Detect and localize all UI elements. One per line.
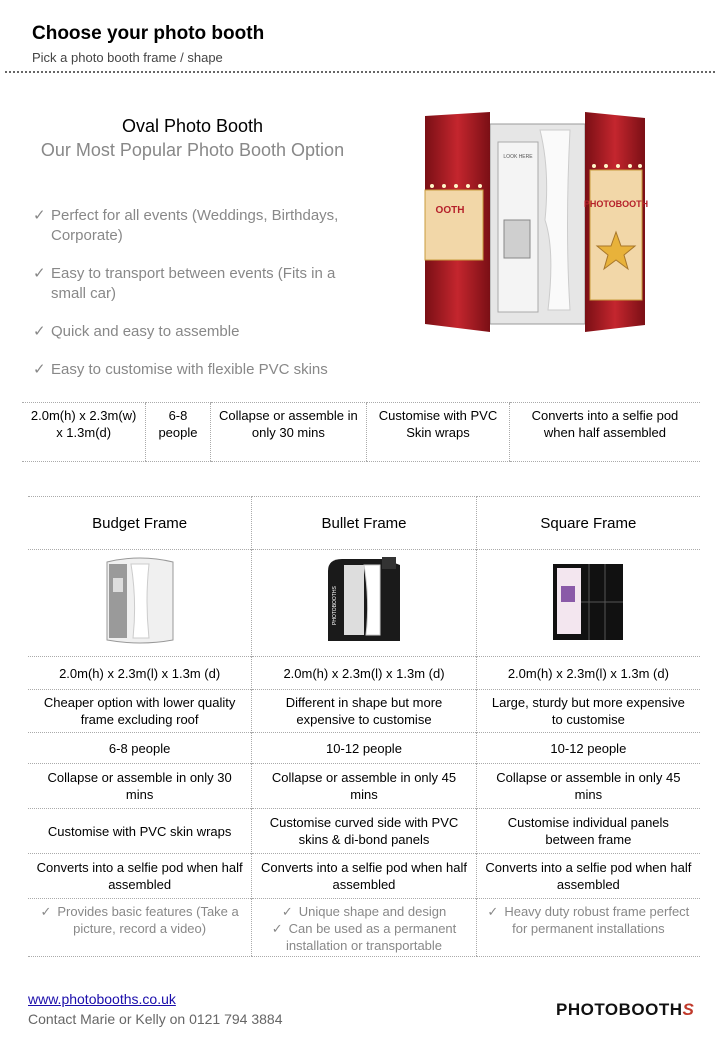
table-row <box>28 690 700 733</box>
cell-assembly: Collapse or assemble in only 45 mins <box>252 764 476 809</box>
cell-customise: Customise curved side with PVC skins & di-bond panels <box>252 809 476 854</box>
square-booth-image <box>549 556 627 646</box>
svg-text:PHOTOBOOTHS: PHOTOBOOTHS <box>331 586 338 625</box>
cell-customise: Customise individual panels between frame <box>476 809 700 854</box>
cell-size: 2.0m(h) x 2.3m(l) x 1.3m (d) <box>252 657 476 690</box>
cell-features <box>28 899 252 957</box>
cell-features <box>476 899 700 957</box>
feature-item: ✓ Perfect for all events (Weddings, Birthdays, Corporate) <box>33 207 339 244</box>
cell-selfie: Converts into a selfie pod when half assembled <box>476 854 700 899</box>
cell-people: 10-12 people <box>252 733 476 764</box>
table-row <box>28 854 700 899</box>
spec-capacity: 6-8 people <box>146 403 210 462</box>
table-row <box>28 764 700 809</box>
cell-description: Large, sturdy but more expensive to customise <box>476 690 700 733</box>
check-icon: ✓ <box>487 904 499 919</box>
page-subtitle: Pick a photo booth frame / shape <box>32 50 223 65</box>
bullet-booth-image <box>324 555 404 647</box>
list-item: ✓ Heavy duty robust frame perfect for permanent installations <box>487 904 690 936</box>
cell-size: 2.0m(h) x 2.3m(l) x 1.3m (d) <box>476 657 700 690</box>
spec-assembly: Collapse or assemble in only 30 mins <box>210 403 366 462</box>
oval-booth-image <box>420 110 650 340</box>
table-row <box>28 899 700 957</box>
spec-selfie: Converts into a selfie pod when half assembled <box>509 403 700 462</box>
table-row <box>28 550 700 657</box>
list-item: ✓ Can be used as a permanent installation or transportable <box>271 921 457 953</box>
check-icon: ✓ <box>33 207 46 224</box>
check-icon: ✓ <box>33 265 46 282</box>
table-row <box>28 733 700 764</box>
cell-assembly: Collapse or assemble in only 30 mins <box>28 764 252 809</box>
cell-size: 2.0m(h) x 2.3m(l) x 1.3m (d) <box>28 657 252 690</box>
page-title: Choose your photo booth <box>32 23 265 44</box>
cell-people: 10-12 people <box>476 733 700 764</box>
cell-description: Cheaper option with lower quality frame excluding roof <box>28 690 252 733</box>
booth-sign: LOOK HERE <box>503 154 533 160</box>
feature-item: ✓ Easy to customise with flexible PVC skins <box>33 361 328 378</box>
table-row <box>28 497 700 550</box>
check-icon: ✓ <box>33 323 46 340</box>
cell-people: 6-8 people <box>28 733 252 764</box>
oval-spec-table <box>22 402 700 462</box>
cell-features <box>252 899 476 957</box>
check-icon: ✓ <box>271 921 283 936</box>
oval-feature-list <box>33 206 353 398</box>
cell-assembly: Collapse or assemble in only 45 mins <box>476 764 700 809</box>
feature-item: ✓ Easy to transport between events (Fits in a small car) <box>33 265 336 302</box>
column-header: Square Frame <box>476 497 700 550</box>
list-item: ✓ Unique shape and design <box>281 904 447 919</box>
table-row <box>28 657 700 690</box>
oval-booth-subtitle: Our Most Popular Photo Booth Option <box>40 140 345 160</box>
check-icon: ✓ <box>33 361 46 378</box>
frame-comparison-table <box>28 496 700 957</box>
spec-size: 2.0m(h) x 2.3m(w) x 1.3m(d) <box>22 403 146 462</box>
cell-selfie: Converts into a selfie pod when half assembled <box>28 854 252 899</box>
column-header: Budget Frame <box>28 497 252 550</box>
list-item: ✓ Provides basic features (Take a picture, record a video) <box>40 904 239 936</box>
website-link[interactable]: www.photobooths.co.uk <box>28 991 176 1007</box>
feature-item: ✓ Quick and easy to assemble <box>33 323 240 340</box>
table-row <box>22 403 700 462</box>
table-row <box>28 809 700 854</box>
cell-description: Different in shape but more expensive to customise <box>252 690 476 733</box>
cell-customise: Customise with PVC skin wraps <box>28 809 252 854</box>
check-icon: ✓ <box>281 904 293 919</box>
cell-selfie: Converts into a selfie pod when half assembled <box>252 854 476 899</box>
spec-customise: Customise with PVC Skin wraps <box>367 403 510 462</box>
oval-booth-title: Oval Photo Booth <box>121 116 264 136</box>
column-header: Bullet Frame <box>252 497 476 550</box>
check-icon: ✓ <box>40 904 52 919</box>
budget-booth-image <box>101 556 179 646</box>
header-divider <box>5 71 715 73</box>
booth-side-text: PHOTOBOOTH <box>583 199 649 209</box>
photobooths-logo: PHOTOBOOTHS <box>556 1000 695 1019</box>
contact-text: Contact Marie or Kelly on 0121 794 3884 <box>28 1011 283 1027</box>
booth-left-text: OOTH <box>435 205 465 216</box>
